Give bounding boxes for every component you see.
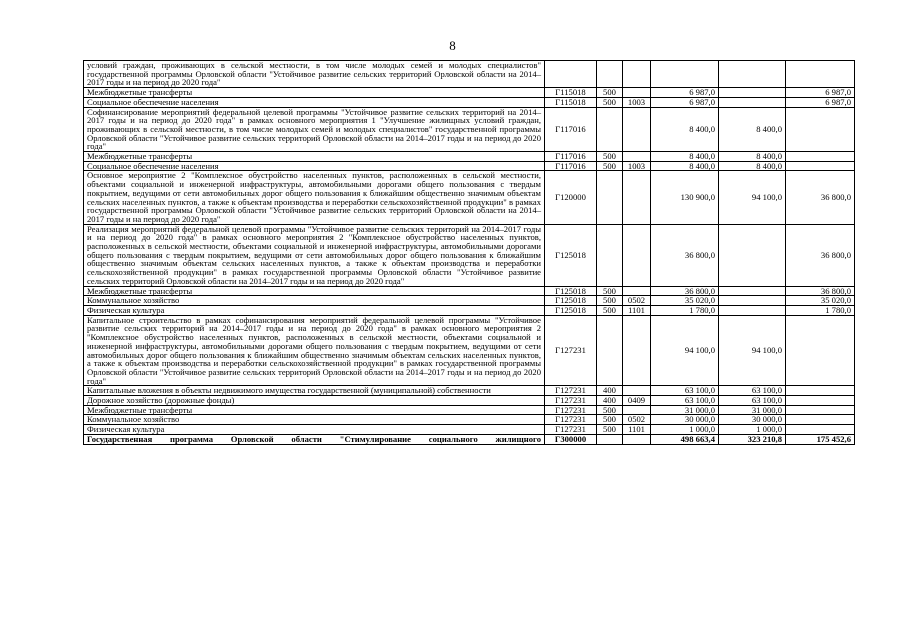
row-target-code: Г117016 [545, 161, 597, 171]
row-description: Капитальное строительство в рамках софинансирования мероприятий федеральной целевой программы "Устойчивое развитие сельских территорий на 2014–2017 годы и на период до 2020 года" в рамках основного мероприятия 2 "Комплексное обустройство населенных пунктов, расположенных в сельской местности, объектами социальной и инженерной инфраструктуры, автомобильными дорогами общего пользования с твердым покрытием, ведущими от сети автомобильных дорог общего пользования к ближайшим общественно значимым объектам сельских населенных пунктов, а также к объектам производства и переработки сельскохозяйственной продукции" в рамках государственной программы Орловской области "Устойчивое развитие сельских территорий Орловской области на 2014–2017 годы и на период до 2020 года" [84, 315, 545, 386]
page-number: 8 [449, 38, 456, 53]
row-total-amount: 8 400,0 [651, 107, 719, 152]
row-total-amount: 31 000,0 [651, 405, 719, 415]
row-expense-type [597, 171, 623, 224]
row-target-code: Г127231 [545, 425, 597, 435]
row-regional-amount: 36 800,0 [786, 171, 855, 224]
row-description: Социальное обеспечение населения [84, 97, 545, 107]
row-target-code: Г127231 [545, 396, 597, 406]
row-federal-amount: 63 100,0 [719, 396, 786, 406]
table-row [84, 386, 855, 396]
row-regional-amount [786, 315, 855, 386]
row-section-code [623, 88, 651, 98]
row-description: Физическая культура [84, 425, 545, 435]
row-description: Основное мероприятие 2 "Комплексное обустройство населенных пунктов, расположенных в сельской местности, объектами социальной и инженерной инфраструктуры, автомобильными дорогами общего пользования с твердым покрытием, ведущими от сети автомобильных дорог общего пользования к ближайшим общественно значимым объектам сельских населенных пунктов, а также к объектам производства и переработки сельскохозяйственной продукции" в рамках государственной программы Орловской области "Устойчивое развитие сельских территорий Орловской области на 2014–2017 годы и на период до 2020 года" [84, 171, 545, 224]
row-section-code: 1003 [623, 161, 651, 171]
row-target-code: Г300000 [545, 434, 597, 444]
row-total-amount: 36 800,0 [651, 224, 719, 286]
row-total-amount: 8 400,0 [651, 152, 719, 162]
row-expense-type: 500 [597, 152, 623, 162]
row-target-code: Г117016 [545, 107, 597, 152]
row-description: Межбюджетные трансферты [84, 405, 545, 415]
table-row [84, 152, 855, 162]
table-row [84, 61, 855, 88]
row-description: Социальное обеспечение населения [84, 161, 545, 171]
row-section-code: 0409 [623, 396, 651, 406]
row-federal-amount: 94 100,0 [719, 171, 786, 224]
table-row [84, 305, 855, 315]
table-row [84, 315, 855, 386]
row-description: Дорожное хозяйство (дорожные фонды) [84, 396, 545, 406]
row-target-code: Г115018 [545, 88, 597, 98]
table-row [84, 224, 855, 286]
row-description: Реализация мероприятий федеральной целевой программы "Устойчивое развитие сельских территорий на 2014–2017 годы и на период до 2020 года" в рамках основного мероприятия 2 "Комплексное обустройство населенных пунктов, расположенных в сельской местности, объектами социальной и инженерной инфраструктуры, автомобильными дорогами общего пользования с твердым покрытием, ведущими от сети автомобильных дорог общего пользования к ближайшим общественно значимым объектам сельских населенных пунктов, а также к объектам производства и переработки сельскохозяйственной продукции" в рамках государственной программы Орловской области "Устойчивое развитие сельских территорий Орловской области на 2014–2017 годы и на период до 2020 года" [84, 224, 545, 286]
row-expense-type: 400 [597, 386, 623, 396]
row-section-code [623, 61, 651, 88]
row-target-code: Г127231 [545, 415, 597, 425]
row-expense-type: 500 [597, 305, 623, 315]
table-row [84, 88, 855, 98]
row-regional-amount [786, 396, 855, 406]
row-federal-amount: 8 400,0 [719, 107, 786, 152]
row-target-code: Г127231 [545, 386, 597, 396]
row-section-code [623, 107, 651, 152]
row-federal-amount [719, 296, 786, 306]
row-total-amount: 94 100,0 [651, 315, 719, 386]
row-target-code: Г125018 [545, 305, 597, 315]
row-regional-amount [786, 161, 855, 171]
row-expense-type [597, 224, 623, 286]
row-section-code [623, 286, 651, 296]
row-target-code: Г125018 [545, 296, 597, 306]
table-row [84, 107, 855, 152]
row-section-code [623, 434, 651, 444]
table-row [84, 286, 855, 296]
row-federal-amount [719, 305, 786, 315]
table-row [84, 405, 855, 415]
row-description: условий граждан, проживающих в сельской местности, в том числе молодых семей и молодых специалистов" государственной программы Орловской области "Устойчивое развитие сельских территорий Орловской области на 2014–2017 годы и на период до 2020 года" [84, 61, 545, 88]
row-federal-amount [719, 286, 786, 296]
row-total-amount: 498 663,4 [651, 434, 719, 444]
row-expense-type: 500 [597, 97, 623, 107]
row-expense-type [597, 434, 623, 444]
row-regional-amount: 175 452,6 [786, 434, 855, 444]
row-section-code [623, 224, 651, 286]
row-regional-amount: 6 987,0 [786, 97, 855, 107]
row-expense-type [597, 107, 623, 152]
row-federal-amount: 323 210,8 [719, 434, 786, 444]
row-section-code: 1003 [623, 97, 651, 107]
row-federal-amount: 8 400,0 [719, 161, 786, 171]
row-description: Межбюджетные трансферты [84, 152, 545, 162]
row-federal-amount [719, 97, 786, 107]
row-federal-amount: 94 100,0 [719, 315, 786, 386]
row-total-amount: 35 020,0 [651, 296, 719, 306]
row-federal-amount [719, 61, 786, 88]
table-row [84, 415, 855, 425]
row-target-code: Г120000 [545, 171, 597, 224]
row-description: Межбюджетные трансферты [84, 286, 545, 296]
row-total-amount: 63 100,0 [651, 396, 719, 406]
row-target-code: Г125018 [545, 224, 597, 286]
row-expense-type [597, 61, 623, 88]
row-description: Коммунальное хозяйство [84, 415, 545, 425]
row-target-code [545, 61, 597, 88]
table-row [84, 171, 855, 224]
row-expense-type: 500 [597, 88, 623, 98]
row-federal-amount: 1 000,0 [719, 425, 786, 435]
row-total-amount: 6 987,0 [651, 88, 719, 98]
row-section-code: 1101 [623, 305, 651, 315]
row-regional-amount: 36 800,0 [786, 224, 855, 286]
row-total-amount: 6 987,0 [651, 97, 719, 107]
table-row [84, 97, 855, 107]
row-federal-amount [719, 88, 786, 98]
table-row [84, 425, 855, 435]
row-total-amount: 30 000,0 [651, 415, 719, 425]
row-expense-type: 400 [597, 396, 623, 406]
row-description: Межбюджетные трансферты [84, 88, 545, 98]
row-section-code [623, 386, 651, 396]
row-federal-amount: 31 000,0 [719, 405, 786, 415]
row-total-amount: 8 400,0 [651, 161, 719, 171]
row-regional-amount [786, 405, 855, 415]
row-expense-type: 500 [597, 286, 623, 296]
row-federal-amount: 8 400,0 [719, 152, 786, 162]
row-expense-type: 500 [597, 415, 623, 425]
table-row [84, 161, 855, 171]
row-target-code: Г117016 [545, 152, 597, 162]
row-target-code: Г125018 [545, 286, 597, 296]
row-description: Физическая культура [84, 305, 545, 315]
row-regional-amount [786, 61, 855, 88]
row-total-amount: 1 000,0 [651, 425, 719, 435]
row-regional-amount [786, 107, 855, 152]
row-federal-amount: 30 000,0 [719, 415, 786, 425]
row-expense-type: 500 [597, 405, 623, 415]
row-regional-amount [786, 152, 855, 162]
budget-table [83, 60, 855, 445]
row-description: Государственная программа Орловской области "Стимулирование социального жилищного [84, 434, 545, 444]
row-regional-amount: 1 780,0 [786, 305, 855, 315]
row-regional-amount: 6 987,0 [786, 88, 855, 98]
row-section-code [623, 405, 651, 415]
row-expense-type: 500 [597, 161, 623, 171]
row-description: Софинансирование мероприятий федеральной целевой программы "Устойчивое развитие сельских территорий на 2014–2017 годы и на период до 2020 года" в рамках основного мероприятия 1 "Улучшение жилищных условий граждан, проживающих в сельской местности, в том числе молодых семей и молодых специалистов" государственной программы Орловской области "Устойчивое развитие сельских территорий Орловской области на 2014–2017 годы и на период до 2020 года" [84, 107, 545, 152]
row-regional-amount: 36 800,0 [786, 286, 855, 296]
row-federal-amount [719, 224, 786, 286]
row-total-amount: 1 780,0 [651, 305, 719, 315]
row-section-code: 0502 [623, 296, 651, 306]
table-row [84, 396, 855, 406]
row-regional-amount: 35 020,0 [786, 296, 855, 306]
row-section-code [623, 315, 651, 386]
row-target-code: Г115018 [545, 97, 597, 107]
row-description: Капитальные вложения в объекты недвижимого имущества государственной (муниципальной) собственности [84, 386, 545, 396]
row-section-code: 0502 [623, 415, 651, 425]
row-total-amount: 130 900,0 [651, 171, 719, 224]
row-expense-type: 500 [597, 425, 623, 435]
row-regional-amount [786, 415, 855, 425]
row-regional-amount [786, 386, 855, 396]
table-row [84, 434, 855, 444]
row-section-code [623, 152, 651, 162]
row-federal-amount: 63 100,0 [719, 386, 786, 396]
row-section-code: 1101 [623, 425, 651, 435]
row-regional-amount [786, 425, 855, 435]
row-total-amount: 36 800,0 [651, 286, 719, 296]
row-expense-type: 500 [597, 296, 623, 306]
row-expense-type [597, 315, 623, 386]
row-description: Коммунальное хозяйство [84, 296, 545, 306]
row-target-code: Г127231 [545, 405, 597, 415]
row-section-code [623, 171, 651, 224]
row-total-amount: 63 100,0 [651, 386, 719, 396]
row-target-code: Г127231 [545, 315, 597, 386]
row-total-amount [651, 61, 719, 88]
table-row [84, 296, 855, 306]
